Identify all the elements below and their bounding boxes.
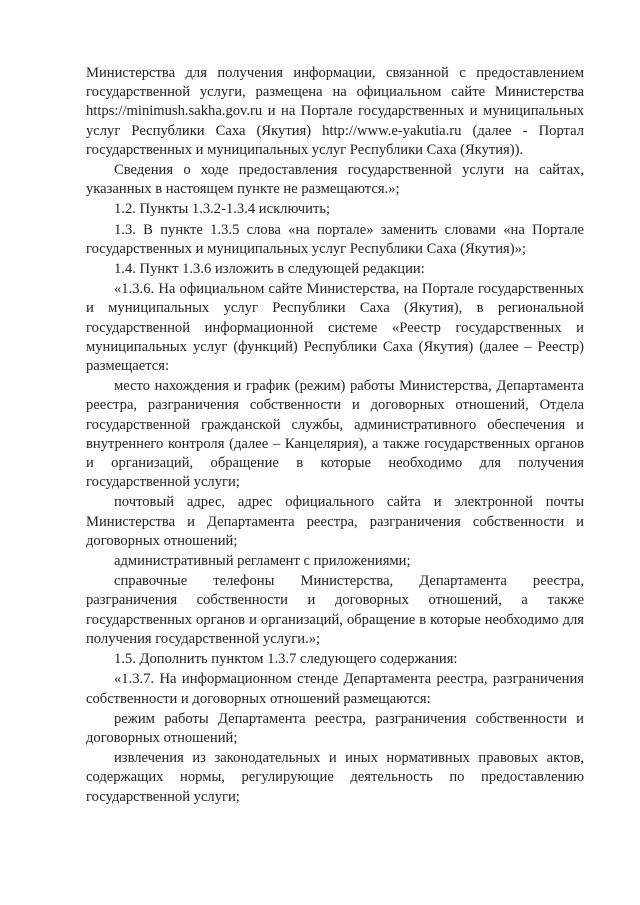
paragraph-postal-address: почтовый адрес, адрес официального сайта и электронной почты Министерства и Департамента реестра, разграничения собственности и договорных отношений; (86, 494, 584, 549)
paragraph-item-1-2: 1.2. Пункты 1.3.2-1.3.4 исключить; (114, 201, 331, 218)
paragraph-phones: справочные телефоны Министерства, Департамента реестра, разграничения собственности и договорных отношений, а также государственных органов и организаций, обращение в которые необходимо для получения государственной услуги.»; (86, 573, 584, 647)
paragraph-item-1-4: 1.4. Пункт 1.3.6 изложить в следующей редакции: (114, 261, 425, 278)
paragraph-clause-1-3-6: «1.3.6. На официальном сайте Министерства, на Портале государственных и муниципальных услуг Республики Саха (Якутия), в региональной государственной информационной системе «Реестр государственных и муниципальных услуг (функций) Республики Саха (Якутия) (далее – Реестр) размещается: (86, 281, 584, 375)
paragraph-regulation: административный регламент с приложениями; (114, 553, 411, 570)
paragraph-contacts: Министерства для получения информации, связанной с предоставлением государственной услуги, размещена на официальном сайте Министерства https://minimush.sakha.gov.ru и на Портале государственных и муниципальных услуг Республики Саха (Якутия) http://www.e-yakutia.ru (далее - Портал государственных и муниципальных услуг Республики Саха (Якутия)). (86, 65, 584, 158)
paragraph-work-schedule: режим работы Департамента реестра, разграничения собственности и договорных отношений; (86, 710, 584, 746)
paragraph-legal-extracts: извлечения из законодательных и иных нормативных правовых актов, содержащих нормы, регулирующие деятельность по предоставлению государственной услуги; (86, 750, 584, 805)
paragraph-item-1-3: 1.3. В пункте 1.3.5 слова «на портале» заменить словами «на Портале государственных и муниципальных услуг Республики Саха (Якутия)»; (86, 221, 584, 257)
paragraph-clause-1-3-7: «1.3.7. На информационном стенде Департамента реестра, разграничения собственности и договорных отношений размещаются: (86, 671, 584, 707)
paragraph-item-1-5: 1.5. Дополнить пунктом 1.3.7 следующего содержания: (114, 651, 458, 668)
paragraph-progress-info: Сведения о ходе предоставления государственной услуги на сайтах, указанных в настоящем пункте не размещаются.»; (86, 162, 584, 198)
paragraph-location-schedule: место нахождения и график (режим) работы Министерства, Департамента реестра, разграничения собственности и договорных отношений, Отдела государственной гражданской службы, административного обеспечения и внутреннего контроля (далее – Канцелярия), а также государственных органов и организаций, обращение в которые необходимо для получения государственной услуги; (86, 378, 584, 491)
